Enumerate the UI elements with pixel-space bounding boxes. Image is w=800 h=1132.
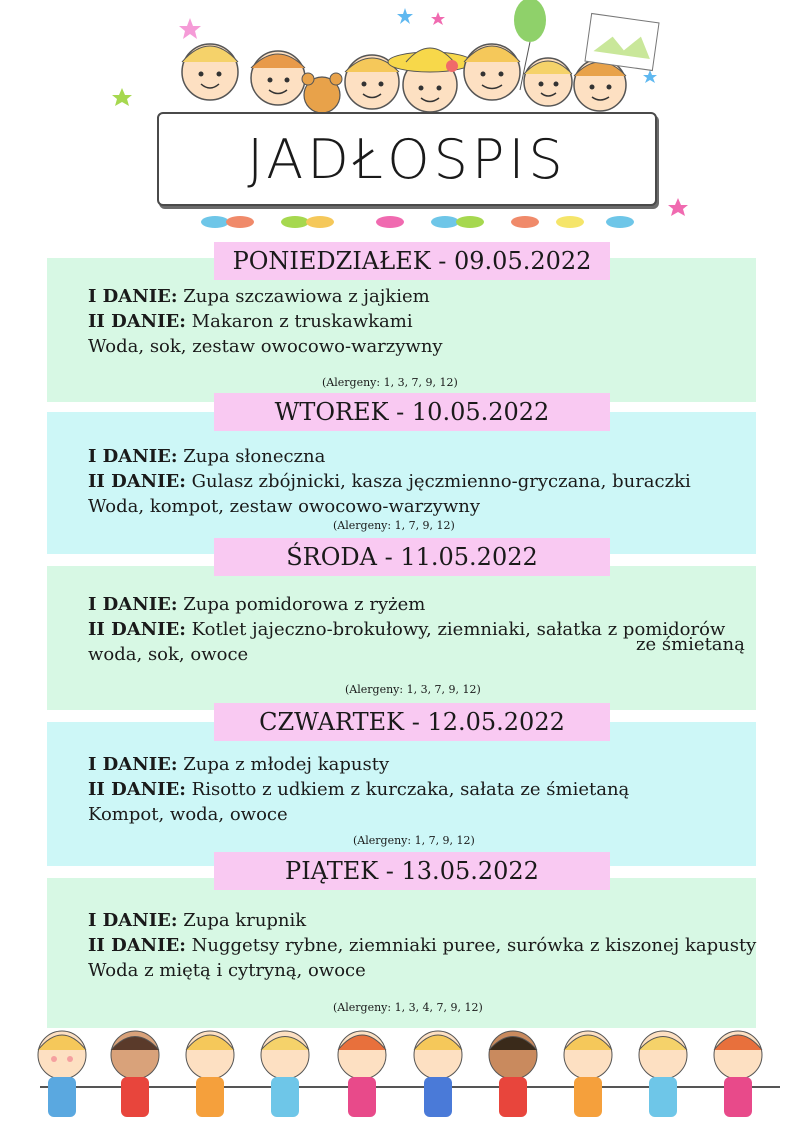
first-course-label: I DANIE:: [88, 910, 178, 931]
allergens-wednesday: (Alergeny: 1, 3, 7, 9, 12): [345, 683, 481, 696]
child-figure: [564, 1031, 612, 1117]
first-course: Zupa z młodej kapusty: [183, 754, 390, 775]
star-decoration: [668, 198, 688, 216]
second-course: Kotlet jajeczno-brokułowy, ziemniaki, sałatka z pomidorów: [191, 619, 726, 640]
allergens-friday: (Alergeny: 1, 3, 4, 7, 9, 12): [333, 1001, 483, 1014]
day-heading-wednesday: ŚRODA - 11.05.2022: [214, 538, 610, 576]
child-figure: [186, 1031, 234, 1117]
child-face: [574, 59, 626, 111]
child-face: [251, 51, 305, 105]
first-course-label: I DANIE:: [88, 754, 178, 775]
second-course-wrap: ze śmietaną: [636, 634, 745, 655]
children-feet: [201, 216, 634, 228]
child-face: [524, 58, 572, 106]
first-course-line: [88, 592, 725, 617]
day-heading-friday: PIĄTEK - 13.05.2022: [214, 852, 610, 890]
drinks-line: Woda z miętą i cytryną, owoce: [88, 960, 366, 981]
child-figure: [338, 1031, 386, 1117]
drawing-sheet: [585, 14, 659, 71]
first-course: Zupa pomidorowa z ryżem: [183, 594, 426, 615]
star-decoration: [431, 12, 445, 25]
teddy-bear: [302, 73, 342, 113]
day-heading-tuesday: WTOREK - 10.05.2022: [214, 393, 610, 431]
first-course-line: [88, 752, 629, 777]
second-course-label: II DANIE:: [88, 619, 186, 640]
second-course-line: [88, 469, 691, 494]
menu-tuesday: [88, 444, 691, 519]
second-course-label: II DANIE:: [88, 935, 186, 956]
second-course-line: [88, 933, 756, 958]
second-course-line: [88, 777, 629, 802]
first-course: Zupa szczawiowa z jajkiem: [183, 286, 430, 307]
second-course-label: II DANIE:: [88, 311, 186, 332]
star-decoration: [397, 8, 413, 24]
first-course-label: I DANIE:: [88, 446, 178, 467]
first-course-label: I DANIE:: [88, 286, 178, 307]
green-balloon: [514, 0, 546, 42]
title-banner: [157, 112, 657, 206]
second-course-line: [88, 617, 725, 642]
child-figure: [111, 1031, 159, 1117]
drinks-line: Woda, sok, zestaw owocowo-warzywny: [88, 336, 443, 357]
drinks-line: Kompot, woda, owoce: [88, 804, 288, 825]
second-course-label: II DANIE:: [88, 779, 186, 800]
child-figure: [489, 1031, 537, 1117]
second-course: Risotto z udkiem z kurczaka, sałata ze śmietaną: [191, 779, 630, 800]
child-figure: [38, 1031, 86, 1117]
star-decoration: [643, 70, 657, 83]
star-decoration: [112, 88, 132, 106]
first-course-line: [88, 908, 756, 933]
day-heading-monday: PONIEDZIAŁEK - 09.05.2022: [214, 242, 610, 280]
allergens-thursday: (Alergeny: 1, 7, 9, 12): [353, 834, 475, 847]
first-course-line: [88, 444, 691, 469]
allergens-monday: (Alergeny: 1, 3, 7, 9, 12): [322, 376, 458, 389]
first-course: Zupa słoneczna: [183, 446, 326, 467]
drinks-line: Woda, kompot, zestaw owocowo-warzywny: [88, 496, 481, 517]
child-figure: [261, 1031, 309, 1117]
child-face: [182, 44, 238, 100]
child-figure: [414, 1031, 462, 1117]
second-course-label: II DANIE:: [88, 471, 186, 492]
menu-thursday: [88, 752, 629, 827]
second-course: Nuggetsy rybne, ziemniaki puree, surówka z kiszonej kapusty: [191, 935, 757, 956]
drinks-line: woda, sok, owoce: [88, 644, 249, 665]
first-course: Zupa krupnik: [183, 910, 307, 931]
child-face-with-hat: [388, 48, 472, 112]
menu-friday: [88, 908, 756, 983]
first-course-line: [88, 284, 443, 309]
page-title: JADŁOSPIS: [247, 127, 567, 191]
children-row-illustration: [20, 1015, 800, 1132]
allergens-tuesday: (Alergeny: 1, 7, 9, 12): [333, 519, 455, 532]
day-heading-thursday: CZWARTEK - 12.05.2022: [214, 703, 610, 741]
menu-wednesday: [88, 592, 725, 667]
child-figure: [714, 1031, 762, 1117]
second-course-line: [88, 309, 443, 334]
menu-monday: [88, 284, 443, 359]
first-course-label: I DANIE:: [88, 594, 178, 615]
second-course: Makaron z truskawkami: [191, 311, 413, 332]
child-face: [464, 44, 520, 100]
second-course: Gulasz zbójnicki, kasza jęczmienno-gryczana, buraczki: [191, 471, 691, 492]
child-figure: [639, 1031, 687, 1117]
star-decoration: [179, 18, 201, 39]
